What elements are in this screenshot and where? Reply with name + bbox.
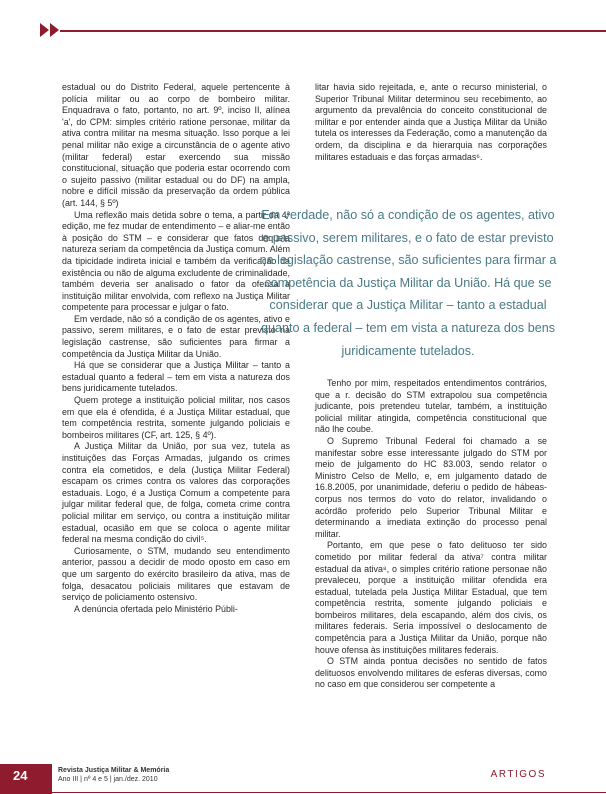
paragraph: Tenho por mim, respeitados entendimentos contrários, que a r. decisão do STM extrapolou sua competência judicante, pois pretendeu tutelar, também, a instituição policial militar atingida, competência constitucional que não lhe coube.: [315, 378, 547, 435]
paragraph: Quem protege a instituição policial militar, nos casos em que ela é ofendida, é a Justiça Militar estadual, que tem competência restrita, somente julgando policiais e bombeiros militares (CF, art. 125, § 4º).: [62, 395, 290, 440]
right-column: [315, 82, 547, 163]
paragraph: O STM ainda pontua decisões no sentido de fatos delituosos envolvendo militares de esferas diversas, como no caso em que considerou ser competente a: [315, 656, 547, 690]
left-column: [62, 82, 290, 615]
arrow-icon: [40, 23, 49, 37]
right-column-bottom: [315, 378, 547, 691]
journal-info: [58, 766, 169, 784]
paragraph: Há que se considerar que a Justiça Militar – tanto a estadual quanto a federal – tem em vista a natureza dos bens juridicamente tutelados.: [62, 360, 290, 394]
paragraph: A denúncia ofertada pelo Ministério Públi-: [74, 603, 238, 614]
paragraph: A Justiça Militar da União, por sua vez, tutela as instituições das Forças Armadas, julgando os crimes contra ela cometidos, e dela (Justiça Militar Federal) escapam os crimes contra os valores das corporações estaduais. Logo, é a Justiça Comum a competente para julgar militar federal que, de folga, cometa crime contra policial militar em serviço, ou contra a instituição militar estadual, ocasião em que se coloca o agente militar federal na mesma condição do civil⁵.: [62, 441, 290, 545]
arrow-icon: [50, 23, 59, 37]
paragraph: litar havia sido rejeitada, e, ante o recurso ministerial, o Superior Tribunal Militar determinou seu recebimento, ao argumento da prevalência do conceito constitucional de militar e por entender ainda que a Justiça Militar da União tutela os interesses da Federação, como a manutenção da ordem, da disciplina e da hierarquia nas corporações militares estaduais e das forças armadas⁶.: [315, 82, 547, 162]
journal-title: Revista Justiça Militar & Memória: [58, 767, 170, 774]
right-column-top: [315, 82, 547, 163]
section-label: ARTIGOS: [490, 769, 546, 780]
paragraph: Curiosamente, o STM, mudando seu entendimento anterior, passou a decidir de modo oposto em caso em que um sargento do exército brasileiro da ativa, mas de folga, desacatou policiais militares que estavam de serviço de policiamento ostensivo.: [62, 545, 290, 603]
paragraph: Portanto, em que pese o fato delituoso ter sido cometido por militar federal da ativa⁷ contra militar estadual da ativa⁸, o simples critério ratione personae não prevaleceu, porque a instituição militar ofendida era estadual, tutelada pela Justiça Militar Estadual, que tem competência restrita, somente julgando policiais e bombeiros militares, dela escapando, além dos civis, os militares federais. Seria impossível o deslocamento de competência para a Justiça Militar da União, porque não houve ofensa às instituições militares federais.: [315, 540, 547, 655]
paragraph: Em verdade, não só a condição de os agentes, ativo e passivo, serem militares, e o fato de estar previsto na legislação castrense, são suficientes para firmar a competência da Justiça Militar da União.: [62, 313, 290, 359]
footer-rule: [52, 792, 606, 793]
page-number: 24: [13, 768, 28, 783]
paragraph: O Supremo Tribunal Federal foi chamado a se manifestar sobre esse interessante julgado do STM por meio de julgamento do HC 83.003, sendo relator o Ministro Celso de Mello, e, em julgamento datado de 16.8.2005, por unanimidade, deferiu o pedido de hábeas-corpus nos termos do voto do relator, invalidando o acórdão proferido pelo Superior Tribunal Militar e determinando a imediata extinção do processo penal militar.: [315, 435, 547, 539]
paragraph: estadual ou do Distrito Federal, aquele pertencente à polícia militar ou ao corpo de bombeiro militar. Enquadrava o fato, portanto, no art. 9º, inciso II, alínea 'a', do CPM: simples critério ratione personae, militar da ativa contra militar na mesma situação. Isso porque a lei penal militar não exige a circunstância de o agente ativo (militar federal) estar exercendo sua missão constitucional, situação que poderia estar ocorrendo com o sujeito passivo (militar estadual ou do DF) na ampla, nobre e difícil missão da preservação da ordem pública (art. 144, § 5º): [62, 82, 290, 208]
paragraph: Uma reflexão mais detida sobre o tema, a partir da 4ª edição, me fez mudar de entendimento – e aliar-me então à posição do STM – e considerar que fatos daquela natureza seriam da competência da Justiça comum. Além da tipicidade indireta inicial e também da verificação da existência ou não de alguma excludente de criminalidade, também deveria ser analisado o fator da ofensa à instituição militar envolvida, com reflexo na Justiça Militar competente para processar e julgar o fato.: [62, 209, 290, 313]
header-arrows: [40, 23, 60, 37]
journal-issue: Ano III | nº 4 e 5 | jan./dez. 2010: [58, 776, 158, 783]
pull-quote: Em verdade, não só a condição de os agentes, ativo e passivo, serem militares, e o fato de estar previsto na legislação castrense, são suficientes para firmar a competência da Justiça Militar da União. Há que se considerar que a Justiça Militar – tanto a estadual quanto a federal – tem em vista a natureza dos bens juridicamente tutelados.: [259, 208, 557, 358]
header-rule: [60, 30, 606, 32]
